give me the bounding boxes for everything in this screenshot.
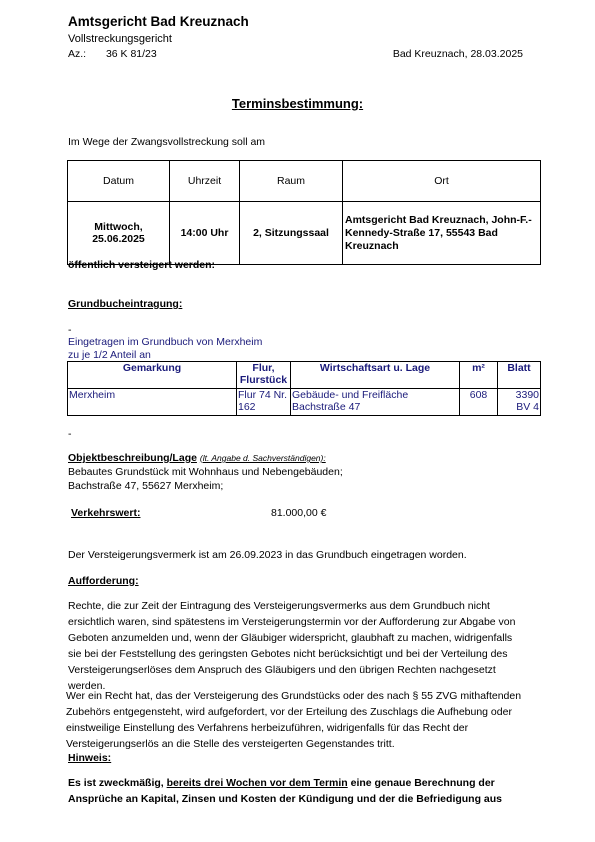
ort-line-3: Kreuznach (345, 239, 399, 252)
termin-table (67, 160, 541, 265)
grundbuch-dash-2: - (68, 428, 72, 440)
cell-raum: 2, Sitzungssaal (240, 202, 343, 265)
cell-flur-1: Flur 74 Nr. (238, 389, 288, 401)
place-date: Bad Kreuznach, 28.03.2025 (392, 48, 523, 60)
header-flur-1: Flur, (252, 362, 275, 374)
cell-blatt-2: BV 4 (516, 401, 539, 413)
cell-flur (237, 389, 291, 416)
ort-line-2: Kennedy-Straße 17, 55543 Bad (345, 226, 498, 239)
header-flur-2: Flurstück (239, 374, 288, 386)
header-flur (237, 362, 291, 389)
grundbuch-line-1: Eingetragen im Grundbuch von Merxheim (68, 336, 263, 348)
termin-header-row (68, 161, 541, 202)
objekt-line-1: Bebautes Grundstück mit Wohnhaus und Nebengebäuden; (68, 466, 343, 478)
case-number-label: Az.: (68, 48, 87, 60)
termin-data-row (68, 202, 541, 265)
grundbuch-line-2: zu je 1/2 Anteil an (68, 349, 151, 361)
court-subtitle: Vollstreckungsgericht (68, 33, 172, 45)
grundbuch-dash-1: - (68, 324, 72, 336)
intro-text: Im Wege der Zwangsvollstreckung soll am (68, 136, 266, 148)
cell-wirtschaft-2: Bachstraße 47 (292, 401, 361, 413)
objekt-heading-line (68, 452, 326, 464)
ort-line-1: Amtsgericht Bad Kreuznach, John-F.- (345, 213, 532, 226)
header-datum: Datum (68, 161, 170, 202)
header-gemarkung: Gemarkung (68, 362, 237, 389)
datum-weekday: Mittwoch, (94, 221, 143, 233)
grundbuch-table (67, 361, 541, 416)
case-number-value: 36 K 81/23 (105, 48, 157, 60)
verkehrswert-value: 81.000,00 € (271, 507, 327, 519)
objekt-heading: Objektbeschreibung/Lage (68, 452, 197, 464)
objekt-note: (lt. Angabe d. Sachverständigen): (199, 453, 326, 463)
cell-uhrzeit: 14:00 Uhr (170, 202, 240, 265)
cell-flur-2: 162 (238, 401, 256, 413)
datum-date: 25.06.2025 (92, 233, 145, 245)
aufforderung-paragraph-2: Wer ein Recht hat, das der Versteigerung des Grundstücks oder des nach § 55 ZVG mithaftenden Zubehörs entgegensteht, wird aufgefordert, vor der Erteilung des Zuschlags die Aufhebung oder einstweilige Einstellung des Verfahrens herbeizuführen, widrigenfalls für das Recht der Versteigerungserlös an die Stelle des versteigerten Gegenstandes tritt. (66, 690, 522, 750)
hinweis-text-pre: Es ist zweckmäßig, (68, 777, 167, 789)
objekt-line-2: Bachstraße 47, 55627 Merxheim; (68, 480, 224, 492)
versteigert-text: öffentlich versteigert werden: (68, 259, 216, 271)
header-qm: m² (460, 362, 498, 389)
cell-blatt (498, 389, 541, 416)
hinweis-text-underlined: bereits drei Wochen vor dem Termin (166, 777, 348, 789)
cell-blatt-1: 3390 (515, 389, 539, 401)
grundbuch-heading: Grundbucheintragung: (68, 298, 183, 310)
verkehrswert-label: Verkehrswert: (71, 507, 141, 519)
cell-wirtschaft (291, 389, 460, 416)
document-title: Terminsbestimmung: (231, 96, 364, 111)
aufforderung-heading: Aufforderung: (68, 575, 139, 587)
hinweis-text-post: eine genaue Berechnung der Ansprüche an Kapital, Zinsen und Kosten der Kündigung und der die Befriedigung aus (68, 777, 503, 805)
header-wirtschaft: Wirtschaftsart u. Lage (291, 362, 460, 389)
hinweis-text (68, 775, 528, 807)
header-raum: Raum (240, 161, 343, 202)
grundbuch-header-row (68, 362, 541, 389)
hinweis-heading: Hinweis: (68, 752, 112, 764)
aufforderung-paragraph-1: Rechte, die zur Zeit der Eintragung des Versteigerungsvermerks aus dem Grundbuch nicht ersichtlich waren, sind spätestens im Versteigerungstermin vor der Aufforderung zur Abgabe von Geboten anzumelden und, wenn der Gläubiger widerspricht, glaubhaft zu machen, widrigenfalls sie bei der Feststellung des geringsten Gebotes nicht berücksichtigt und bei der Verteilung des Versteigerungserlöses dem Anspruch des Gläubigers und den übrigen Rechten nachgesetzt werden. (68, 600, 516, 692)
header-ort: Ort (343, 161, 541, 202)
cell-ort (343, 202, 541, 265)
vermerk-text: Der Versteigerungsvermerk ist am 26.09.2023 in das Grundbuch eingetragen worden. (68, 549, 467, 561)
cell-qm: 608 (460, 389, 498, 416)
case-number (68, 48, 157, 60)
grundbuch-data-row (68, 389, 541, 416)
cell-gemarkung: Merxheim (68, 389, 237, 416)
header-blatt: Blatt (498, 362, 541, 389)
court-name: Amtsgericht Bad Kreuznach (68, 14, 249, 29)
header-uhrzeit: Uhrzeit (170, 161, 240, 202)
cell-datum (68, 202, 170, 265)
cell-wirtschaft-1: Gebäude- und Freifläche (292, 389, 409, 401)
